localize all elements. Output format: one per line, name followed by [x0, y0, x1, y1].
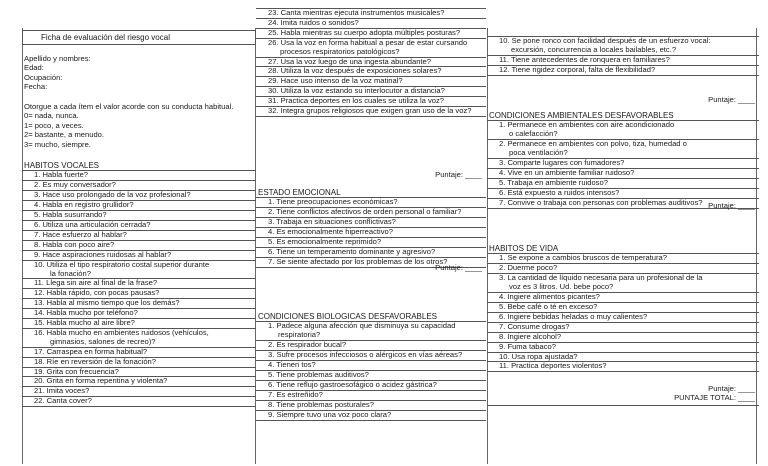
list-item: 10. Se pone ronco con facilidad después de un esfuerzo vocal: excursión, concurrencia a locales bailables, etc.?: [487, 36, 759, 56]
list-item: 29. Hace uso intenso de la voz matinal?: [256, 77, 486, 87]
list-item: 2. Es respirador bucal?: [256, 341, 486, 351]
list-item: 18. Ríe en reversión de la fonación?: [22, 358, 256, 368]
list-item: 2. Permanece en ambientes con polvo, tiza, humedad o poca ventilación?: [487, 140, 759, 159]
list-item: 6. Utiliza una articulación cerrada?: [22, 221, 256, 231]
list-item: 8. Ingiere alcohol?: [487, 333, 759, 343]
list-item: 3. La cantidad de líquido necesaria para un profesional de la voz es 3 litros. Ud. bebe poco?: [487, 274, 759, 293]
list-item: 10. Utiliza el tipo respiratorio costal superior durante la fonación?: [22, 261, 256, 280]
list-item: 12. Tiene rigidez corporal, falta de flexibilidad?: [487, 66, 759, 76]
list-item: 13. Habla al mismo tiempo que los demás?: [22, 299, 256, 309]
list-item: 11. Tiene antecedentes de ronquera en familiares?: [487, 56, 759, 66]
list-item: 10. Usa ropa ajustada?: [487, 353, 759, 363]
list-item: 25. Habla mientras su cuerpo adopta múltiples posturas?: [256, 29, 486, 39]
list-item: 5. Tiene problemas auditivos?: [256, 371, 486, 381]
list-item: 5. Trabaja en ambiente ruidoso?: [487, 179, 759, 189]
list-item: 1. Permanece en ambientes con aire acondicionado o calefacción?: [487, 120, 759, 140]
section-heading-estado-emocional: ESTADO EMOCIONAL: [258, 188, 341, 197]
list-item: 4. Es emocionalmente hiperreactivo?: [256, 228, 486, 238]
list-item: 19. Grita con frecuencia?: [22, 368, 256, 378]
list-item: 1. Padece alguna afección que disminuya su capacidad respiratoria?: [256, 321, 486, 341]
scale-legend: [22, 102, 256, 149]
column-2: [256, 0, 486, 466]
scale-1: 1= poco, a veces.: [24, 120, 84, 130]
list-item: 4. Vive en un ambiente familiar ruidoso?: [487, 169, 759, 179]
list-item: 5. Bebe café o té en exceso?: [487, 303, 759, 313]
list-item: 3. Trabaja en situaciones conflictivas?: [256, 218, 486, 228]
list-item: 7. Se siente afectado por los problemas de los otros?: [256, 258, 486, 268]
list-item: 22. Canta cover?: [22, 397, 256, 407]
section-heading-condiciones-biologicas: CONDICIONES BIOLOGICAS DESFAVORABLES: [258, 312, 438, 321]
section-heading-condiciones-ambientales: CONDICIONES AMBIENTALES DESFAVORABLES: [489, 111, 674, 120]
field-occupation: Ocupación:: [24, 72, 63, 82]
column-1: [22, 0, 256, 466]
section-heading-habitos-de-vida: HABITOS DE VIDA: [489, 244, 559, 253]
bottom-divider: [487, 405, 759, 406]
scale-0: 0= nada, nunca.: [24, 111, 79, 121]
list-item: 6. Ingiere bebidas heladas o muy calientes?: [487, 313, 759, 323]
list-item: 1. Se expone a cambios bruscos de temperatura?: [487, 253, 759, 264]
list-item: 15. Habla mucho al aire libre?: [22, 319, 256, 329]
puntaje-habitos-de-vida: [487, 384, 759, 403]
list-item: 4. Habla en registro grullidor?: [22, 201, 256, 211]
list-item: 2. Es muy conversador?: [22, 181, 256, 191]
column-3: [487, 0, 759, 466]
habitos-vocales-continued: [256, 8, 486, 117]
list-item: 7. Hace esfuerzo al hablar?: [22, 231, 256, 241]
field-date: Fecha:: [24, 82, 48, 92]
list-item: 6. Tiene un temperamento dominante y agresivo?: [256, 248, 486, 258]
list-item: 32. Integra grupos religiosos que exigen gran uso de la voz?: [256, 107, 486, 117]
scale-3: 3= mucho, siempre.: [24, 139, 91, 149]
condiciones-biologicas-continued: [487, 36, 759, 76]
field-name: Apellido y nombres:: [24, 54, 91, 63]
list-item: 12. Habla rápido, con pocas pausas?: [22, 289, 256, 299]
list-item: 1. Tiene preocupaciones económicas?: [256, 197, 486, 208]
list-item: 8. Habla con poco aire?: [22, 241, 256, 251]
list-item: 3. Sufre procesos infecciosos o alérgicos en vías aéreas?: [256, 351, 486, 361]
personal-fields: [22, 54, 256, 92]
puntaje-total: PUNTAJE TOTAL: ____: [674, 393, 755, 403]
habitos-de-vida-list: [487, 253, 759, 372]
puntaje-condiciones-ambientales: Puntaje: ____: [708, 201, 755, 210]
list-item: 7. Convive o trabaja con personas con problemas auditivos?: [487, 199, 759, 209]
list-item: 28. Utiliza la voz después de exposiciones solares?: [256, 67, 486, 77]
list-item: 3. Comparte lugares con fumadores?: [487, 159, 759, 169]
list-item: 11. Practica deportes violentos?: [487, 362, 759, 372]
form-title: Ficha de evaluación del riesgo vocal: [22, 30, 256, 45]
field-age: Edad:: [24, 63, 44, 73]
list-item: 5. Habla susurrando?: [22, 211, 256, 221]
list-item: 20. Grita en forma repentina y violenta?: [22, 377, 256, 387]
list-item: 4. Ingiere alimentos picantes?: [487, 293, 759, 303]
list-item: 14. Habla mucho por teléfono?: [22, 309, 256, 319]
list-item: 9. Fuma tabaco?: [487, 343, 759, 353]
list-item: 4. Tienen tos?: [256, 361, 486, 371]
list-item: 5. Es emocionalmente reprimido?: [256, 238, 486, 248]
list-item: 9. Hace aspiraciones ruidosas al hablar?: [22, 251, 256, 261]
section-heading-habitos-vocales: HABITOS VOCALES: [24, 161, 99, 170]
list-item: 24. Imita ruidos o sonidos?: [256, 19, 486, 29]
list-item: 7. Es estreñido?: [256, 391, 486, 401]
list-item: 23. Canta mientras ejecuta instrumentos musicales?: [256, 8, 486, 19]
list-item: 8. Tiene problemas posturales?: [256, 401, 486, 411]
list-item: 21. Imita voces?: [22, 387, 256, 397]
condiciones-biologicas-list: [256, 321, 486, 420]
list-item: 30. Utiliza la voz estando su interlocutor a distancia?: [256, 87, 486, 97]
list-item: 2. Duerme poco?: [487, 264, 759, 274]
scale-2: 2= bastante, a menudo.: [24, 130, 105, 140]
list-item: 6. Tiene reflujo gastroesofágico o acidez gástrica?: [256, 381, 486, 391]
list-item: 26. Usa la voz en forma habitual a pesar de estar cursando procesos respiratorios patológicos?: [256, 39, 486, 58]
list-item: 16. Habla mucho en ambientes ruidosos (vehículos, gimnasios, salones de recreo)?: [22, 329, 256, 348]
list-item: 1. Habla fuerte?: [22, 170, 256, 181]
list-item: 17. Carraspea en forma habitual?: [22, 348, 256, 358]
condiciones-ambientales-list: [487, 120, 759, 208]
instruction-text: Otorgue a cada ítem el valor acorde con su conducta habitual.: [24, 102, 234, 111]
list-item: 3. Hace uso prolongado de la voz profesional?: [22, 191, 256, 201]
habitos-vocales-list: [22, 170, 256, 407]
list-item: 11. Llega sin aire al final de la frase?: [22, 279, 256, 289]
puntaje-condiciones-biologicas: Puntaje: ____: [708, 95, 755, 104]
list-item: 27. Usa la voz luego de una ingesta abundante?: [256, 58, 486, 68]
puntaje-habitos-vocales: Puntaje: ____: [435, 170, 482, 179]
list-item: 31. Practica deportes en los cuales se utiliza la voz?: [256, 97, 486, 107]
puntaje-line: Puntaje: ____: [708, 384, 755, 393]
list-item: 7. Consume drogas?: [487, 323, 759, 333]
list-item: 9. Siempre tuvo una voz poco clara?: [256, 411, 486, 421]
puntaje-estado-emocional: Puntaje: ____: [435, 263, 482, 272]
list-item: 2. Tiene conflictos afectivos de orden personal o familiar?: [256, 208, 486, 218]
estado-emocional-list: [256, 197, 486, 267]
list-item: 6. Está expuesto a ruidos intensos?: [487, 189, 759, 199]
